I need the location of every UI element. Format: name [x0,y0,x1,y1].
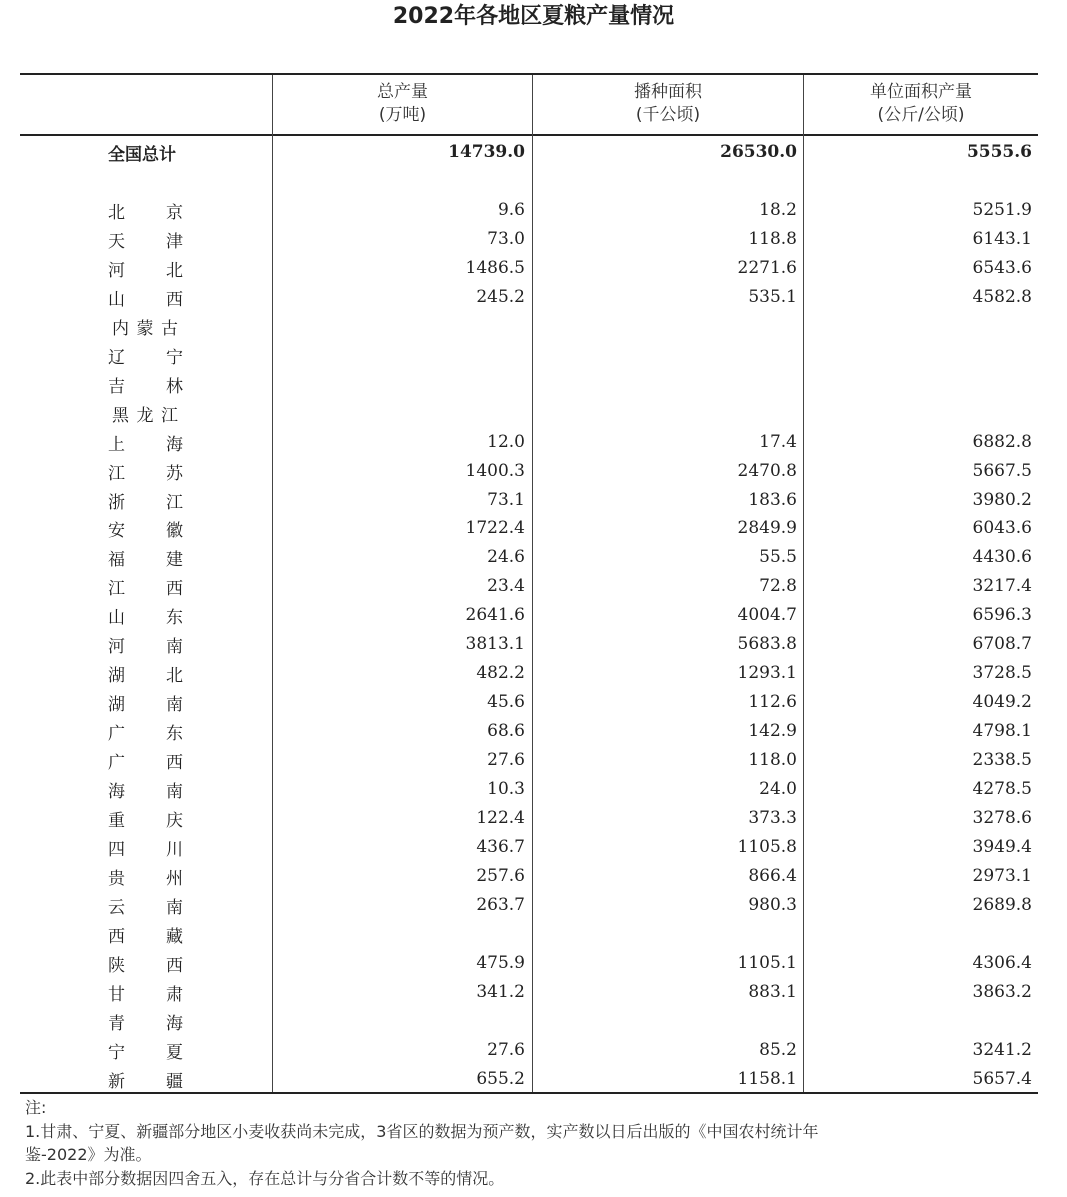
row-name [108,891,183,920]
column-header-unit: (千公顷) [635,105,701,125]
row-name-char: 吉 [108,376,125,397]
table-row [20,775,1038,804]
cell-yield: 5251.9 [972,200,1032,220]
cell-yield: 5555.6 [966,142,1032,162]
table-row [20,225,1038,254]
footnotes [25,1096,1045,1190]
table-row [20,659,1038,688]
cell-yield: 6596.3 [972,605,1032,626]
cell-output [273,399,525,428]
cell-area: 118.0 [748,750,797,770]
row-name-char: 安 [108,521,125,542]
cell-output: 73.1 [487,489,525,510]
row-name [108,688,183,717]
row-name-char: 南 [166,782,183,802]
cell-output: 24.6 [487,547,525,568]
cell-area: 5683.8 [737,634,797,655]
row-name [108,717,183,746]
row-name-char: 疆 [166,1071,183,1092]
cell-area: 55.5 [759,547,797,568]
cell-area: 866.4 [748,865,797,886]
cell-output [273,341,525,370]
cell-area: 85.2 [759,1039,797,1060]
row-name-char: 山 [108,289,125,310]
cell-output: 10.3 [487,779,525,799]
cell-area: 1158.1 [737,1068,797,1089]
cell-yield: 6143.1 [972,228,1032,249]
cell-yield: 4582.8 [972,286,1032,307]
cell-output: 27.6 [487,750,525,770]
cell-output [273,370,525,399]
row-name-char: 西 [108,926,125,947]
cell-yield: 4430.6 [972,547,1032,568]
cell-output: 1722.4 [465,518,525,539]
row-name-char: 海 [166,1013,183,1034]
cell-yield: 2973.1 [972,865,1032,886]
cell-yield: 6543.6 [972,257,1032,278]
row-name [108,254,183,283]
row-name-char: 浙 [108,492,125,513]
row-name-char: 四 [108,839,125,860]
table-row [20,891,1038,920]
table-row [20,601,1038,630]
row-name-char: 青 [108,1013,125,1034]
row-name [108,949,183,978]
table-top-rule [20,73,1038,75]
cell-yield: 5667.5 [972,460,1032,481]
table-row [20,486,1038,515]
cell-yield: 3278.6 [972,807,1032,828]
cell-yield [805,1007,1032,1036]
row-name-char: 江 [108,579,125,600]
page-title: 2022年各地区夏粮产量情况 [392,4,675,29]
cell-output: 23.4 [487,576,525,597]
cell-output: 12.0 [487,431,525,452]
cell-output: 73.0 [487,228,525,249]
cell-output: 14739.0 [448,142,525,162]
row-name [108,833,183,862]
column-header-unit: (公斤/公顷) [877,105,965,125]
row-name [108,920,183,949]
table-header-rule [20,134,1038,136]
table-row [20,399,1038,428]
table-row [20,341,1038,370]
cell-area: 17.4 [759,431,797,452]
row-name-char: 苏 [166,463,183,484]
row-name-char: 西 [166,579,183,600]
cell-yield: 4798.1 [972,721,1032,742]
row-name [108,775,183,804]
cell-yield: 6882.8 [972,431,1032,452]
cell-output: 263.7 [476,894,525,915]
cell-area: 1293.1 [737,663,797,684]
table-row [20,920,1038,949]
row-name [108,862,183,891]
row-name [108,486,183,515]
cell-area: 142.9 [748,721,797,742]
row-name-char: 云 [108,897,125,918]
cell-area [534,399,797,428]
row-name-char: 南 [166,897,183,918]
column-header-unit: (万吨) [378,105,427,125]
cell-yield [805,399,1032,428]
row-name-char: 北 [108,203,125,223]
cell-yield [805,312,1032,341]
row-name-char: 林 [166,376,183,397]
cell-area [534,312,797,341]
cell-output: 655.2 [476,1068,525,1089]
row-name-char: 广 [108,724,125,745]
table-row [20,688,1038,717]
row-name-char: 川 [166,839,183,860]
cell-area: 24.0 [759,779,797,799]
cell-output: 68.6 [487,721,525,742]
row-name-char: 东 [166,608,183,629]
row-name-char: 甘 [108,984,125,1005]
row-name [108,601,183,630]
table-row [20,1065,1038,1094]
table-row [20,978,1038,1007]
row-name-char: 河 [108,260,125,281]
row-name-char: 山 [108,608,125,629]
column-header-label: 总产量 [377,82,428,102]
cell-area: 2271.6 [737,257,797,278]
row-name [108,196,183,225]
cell-area: 26530.0 [720,142,797,162]
row-name [108,1007,183,1036]
cell-area: 118.8 [748,228,797,249]
cell-yield: 3728.5 [972,663,1032,684]
cell-area: 183.6 [748,489,797,510]
row-name-char: 建 [166,550,183,571]
row-name-char: 西 [166,753,183,773]
row-name-char: 北 [166,260,183,281]
row-name-char: 西 [166,955,183,976]
row-name-char: 宁 [166,347,183,368]
row-name [108,1036,183,1065]
table-row [20,862,1038,891]
row-name-char: 州 [166,868,183,889]
cell-area [534,341,797,370]
cell-area: 112.6 [748,692,797,713]
table-row [20,428,1038,457]
row-name [112,312,178,341]
row-name-char: 南 [166,637,183,658]
row-name-char: 新 [108,1071,125,1092]
cell-output: 2641.6 [465,605,525,626]
row-name [108,572,183,601]
row-name-char: 重 [108,810,125,831]
row-name-char: 天 [108,231,125,252]
cell-yield: 3980.2 [972,489,1032,510]
cell-output: 245.2 [476,286,525,307]
cell-yield: 3949.4 [972,836,1032,857]
table-row [20,312,1038,341]
row-name-char: 江 [166,492,183,513]
row-name-char: 河 [108,637,125,658]
row-name-char: 西 [166,289,183,310]
table-row [20,196,1038,225]
row-name-char: 江 [161,405,178,426]
cell-area: 1105.8 [737,836,797,857]
row-name-char: 庆 [166,810,183,831]
cell-output: 475.9 [476,952,525,973]
cell-output: 436.7 [476,836,525,857]
table-row [20,746,1038,775]
cell-yield: 4049.2 [972,692,1032,713]
cell-yield: 2689.8 [972,894,1032,915]
note-line: 鉴-2022》为准。 [25,1145,152,1164]
cell-area: 883.1 [748,981,797,1002]
row-name [108,978,183,1007]
row-name [108,746,183,775]
cell-area [534,920,797,949]
row-name [108,659,183,688]
row-name-char: 内 [112,318,129,339]
cell-yield [805,370,1032,399]
cell-area: 4004.7 [737,605,797,626]
column-header-label: 播种面积 [634,82,702,102]
cell-output: 1486.5 [465,257,525,278]
row-name-char: 夏 [166,1042,183,1063]
row-name-char: 江 [108,463,125,484]
table-row [20,717,1038,746]
row-name-char: 徽 [166,521,183,542]
cell-yield [805,341,1032,370]
row-name [108,428,183,457]
cell-output [273,312,525,341]
table-row [20,1036,1038,1065]
table-row [20,457,1038,486]
row-name-char: 陕 [108,955,125,976]
cell-output: 3813.1 [465,634,525,655]
row-name [108,341,183,370]
row-name [108,543,183,572]
cell-yield: 6708.7 [972,634,1032,655]
table-row [20,572,1038,601]
cell-output: 9.6 [497,200,525,220]
cell-yield: 5657.4 [972,1068,1032,1089]
cell-output: 257.6 [476,865,525,886]
row-name-char: 广 [108,753,125,773]
cell-area: 535.1 [748,286,797,307]
table-row [20,514,1038,543]
row-name [108,457,183,486]
row-name [112,399,178,428]
cell-output: 1400.3 [465,460,525,481]
row-name-char: 龙 [136,405,154,426]
cell-yield: 6043.6 [972,518,1032,539]
note-line: 注: [25,1098,47,1117]
cell-yield [805,920,1032,949]
cell-output [273,920,525,949]
row-name [108,1065,183,1094]
row-name [108,804,183,833]
cell-area: 2470.8 [737,460,797,481]
note-line: 1.甘肃、宁夏、新疆部分地区小麦收获尚未完成，3省区的数据为预产数，实产数以日后出版的《中国农村统计年 [25,1121,819,1141]
row-name-char: 蒙 [136,318,154,339]
cell-yield: 2338.5 [972,750,1032,770]
row-name-char: 京 [166,203,183,223]
row-name-char: 南 [166,695,183,716]
row-name-char: 藏 [166,926,183,947]
row-name-char: 北 [166,666,183,687]
row-name-char: 海 [166,434,183,455]
row-name [108,514,183,543]
row-name-char: 湖 [108,666,125,687]
row-name [108,283,183,312]
row-name-char: 上 [108,434,125,455]
row-name [108,370,183,399]
column-header-yield [804,81,1038,127]
table-row [20,254,1038,283]
total-row [20,138,1038,167]
row-name-char: 黑 [112,405,129,426]
row-name-char: 东 [166,724,183,745]
row-name: 全国总计 [108,145,176,165]
cell-area: 980.3 [748,894,797,915]
cell-area: 1105.1 [737,952,797,973]
row-name-char: 福 [108,550,125,571]
cell-yield: 4278.5 [972,779,1032,799]
row-name-char: 湖 [108,695,125,716]
row-name [108,630,183,659]
row-name-char: 古 [161,318,178,339]
note-line: 2.此表中部分数据因四舍五入，存在总计与分省合计数不等的情况。 [25,1168,505,1188]
cell-yield: 3863.2 [972,981,1032,1002]
cell-yield: 3241.2 [972,1039,1032,1060]
row-name-char: 肃 [166,984,183,1005]
cell-area [534,1007,797,1036]
table-row [20,833,1038,862]
cell-area: 2849.9 [737,518,797,539]
table-row [20,1007,1038,1036]
cell-output [273,1007,525,1036]
column-header-area [533,81,803,127]
row-name-char: 辽 [108,347,125,368]
cell-output: 45.6 [487,692,525,713]
row-name-char: 海 [108,782,125,802]
cell-area: 72.8 [759,576,797,597]
row-name-char: 宁 [108,1042,125,1063]
cell-yield: 3217.4 [972,576,1032,597]
cell-output: 482.2 [476,663,525,684]
table-row [20,949,1038,978]
row-name-char: 津 [166,231,183,252]
table-row [20,804,1038,833]
row-name-char: 贵 [108,868,125,889]
table-row [20,370,1038,399]
row-name [108,225,183,254]
cell-output: 27.6 [487,1039,525,1060]
table-row [20,283,1038,312]
table-row [20,543,1038,572]
table-row [20,630,1038,659]
column-header-label: 单位面积产量 [870,82,972,102]
cell-yield: 4306.4 [972,952,1032,973]
cell-area: 373.3 [748,807,797,828]
cell-output: 341.2 [476,981,525,1002]
cell-area [534,370,797,399]
cell-output: 122.4 [476,807,525,828]
cell-area: 18.2 [759,200,797,220]
column-header-output [273,81,532,127]
